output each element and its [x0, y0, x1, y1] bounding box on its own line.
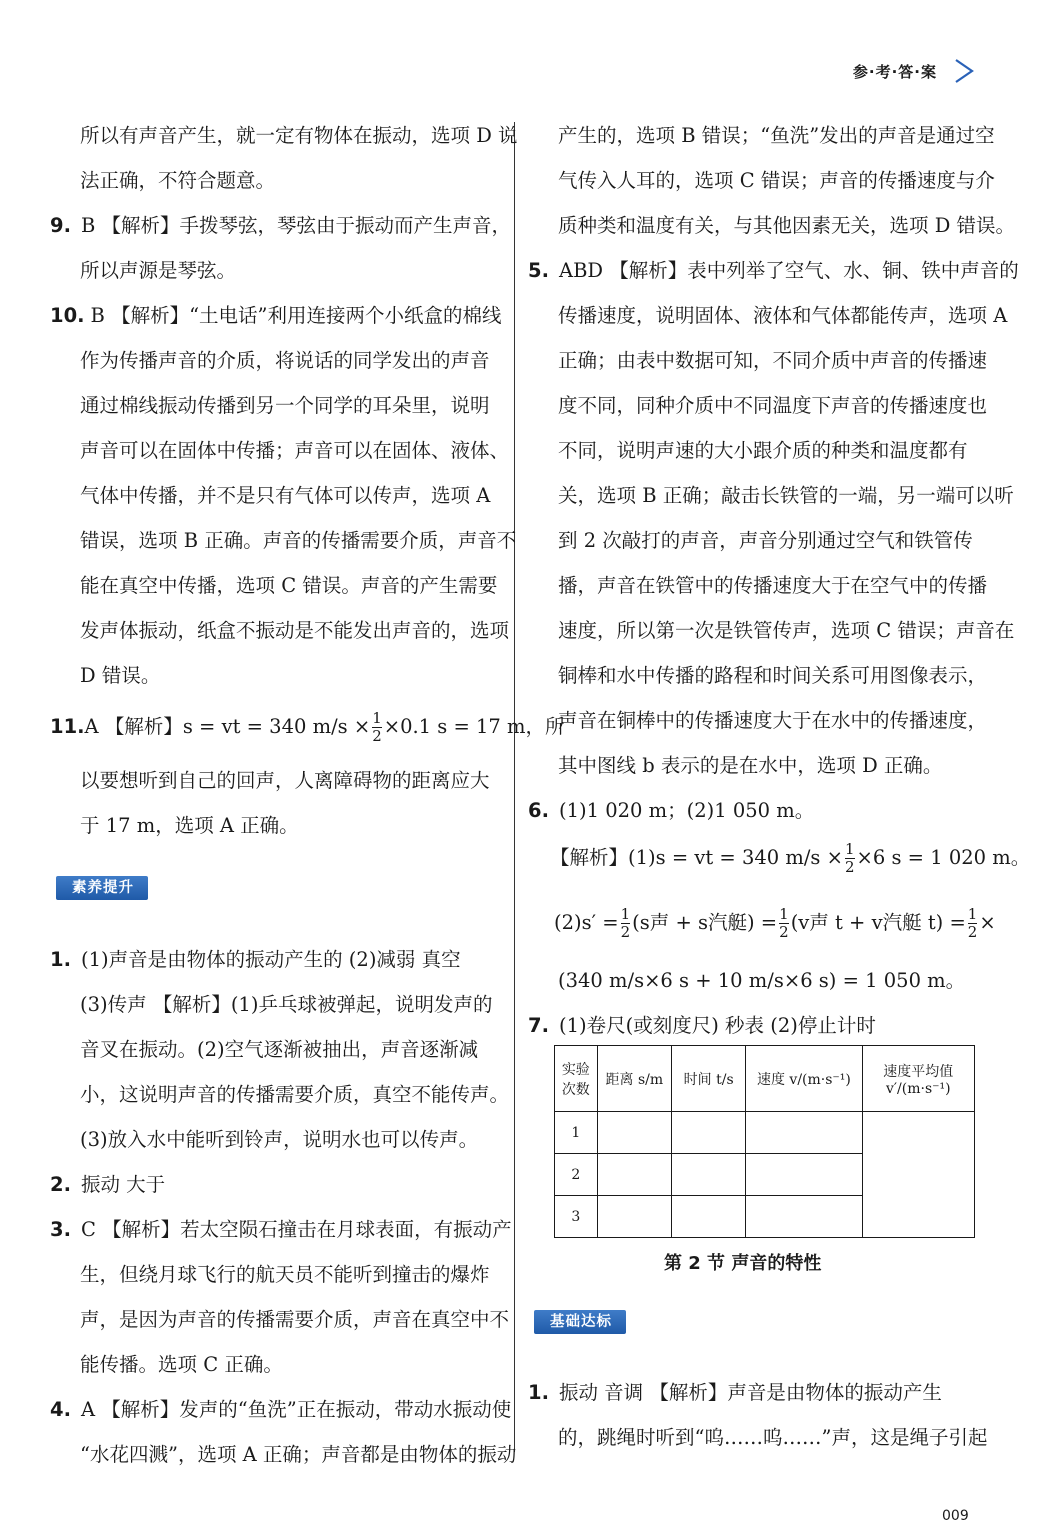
- text-line: [558, 527, 973, 555]
- line-text: 能传播。选项 C 正确。: [80, 1353, 283, 1376]
- question-number: 4.: [50, 1398, 71, 1421]
- text-line: [80, 572, 497, 600]
- line-text: 速度，所以第一次是铁管传声，选项 C 错误；声音在: [558, 619, 1015, 642]
- text-line: [80, 1351, 283, 1379]
- table-cell: [597, 1154, 671, 1196]
- text-line: [80, 1126, 478, 1154]
- line-text: 声，是因为声音的传播需要介质，声音在真空中不: [80, 1308, 510, 1331]
- question-number: 6.: [528, 799, 549, 822]
- line-text: 其中图线 b 表示的是在水中，选项 D 正确。: [558, 754, 943, 777]
- row-index: 3: [555, 1196, 598, 1238]
- line-text: 度不同，同种介质中不同温度下声音的传播速度也: [558, 394, 988, 417]
- line-text: (340 m/s×6 s + 10 m/s×6 s) = 1 050 m。: [558, 969, 966, 992]
- fraction-numerator: 1: [967, 905, 978, 923]
- table-header: 距离 s/m: [597, 1046, 671, 1112]
- line-text: 播，声音在铁管中的传播速度大于在空气中的传播: [558, 574, 988, 597]
- text-line: [50, 212, 511, 240]
- row-index: 1: [555, 1112, 598, 1154]
- line-text: 所以有声音产生，就一定有物体在振动，选项 D 说: [80, 124, 518, 147]
- question-number: 2.: [50, 1173, 71, 1196]
- text-line: [50, 1171, 165, 1199]
- fraction-numerator: 1: [844, 840, 855, 858]
- table-cell: [746, 1154, 862, 1196]
- text-line: [558, 437, 968, 465]
- text-line: [80, 167, 275, 195]
- fraction-denominator: 2: [967, 923, 978, 941]
- q6-line2-part: (2)s′ =: [554, 911, 619, 934]
- line-text: 的，跳绳时听到“呜……呜……”声，这是绳子引起: [558, 1426, 988, 1449]
- text-line: [558, 662, 987, 690]
- line-text: 传播速度，说明固体、液体和气体都能传声，选项 A: [558, 304, 1008, 327]
- table-header-row: [555, 1046, 975, 1112]
- table-cell-average: [862, 1112, 974, 1238]
- table-header: 时间 t/s: [672, 1046, 746, 1112]
- q6-line2-part: ×: [979, 911, 996, 934]
- section-title: 第 2 节 声音的特性: [664, 1253, 822, 1274]
- line-text: C 【解析】若太空陨石撞击在月球表面，有振动产: [80, 1218, 512, 1241]
- header-label: 参·考·答·案: [852, 62, 937, 81]
- text-line: [558, 752, 942, 780]
- line-text: A 【解析】发声的“鱼洗”正在振动，带动水振动使: [80, 1398, 512, 1421]
- line-text: 生，但绕月球飞行的航天员不能听到撞击的爆炸: [80, 1263, 490, 1286]
- line-text: 音叉在振动。(2)空气逐渐被抽出，声音逐渐减: [80, 1038, 479, 1061]
- fraction: [621, 906, 631, 941]
- line-text: (1)声音是由物体的振动产生的 (2)减弱 真空: [80, 948, 461, 971]
- line-text: 声音可以在固体中传播；声音可以在固体、液体、: [80, 439, 510, 462]
- table-cell: [597, 1196, 671, 1238]
- fraction: [968, 906, 978, 941]
- page-number: 009: [942, 1508, 969, 1524]
- section-tag-suyang: 素养提升: [56, 876, 148, 900]
- text-line: [80, 1441, 516, 1469]
- question-number: 10.: [50, 304, 85, 327]
- question-number: 1.: [50, 948, 71, 971]
- line-text: 气传入人耳的，选项 C 错误；声音的传播速度与介: [558, 169, 995, 192]
- line-text: 到 2 次敲打的声音，声音分别通过空气和铁管传: [558, 529, 973, 552]
- text-line: [558, 167, 995, 195]
- text-line: [80, 482, 490, 510]
- question-number: 11.: [50, 715, 85, 738]
- table-cell: [746, 1112, 862, 1154]
- line-text: B 【解析】手拨琴弦，琴弦由于振动而产生声音，: [80, 214, 512, 237]
- line-text: 正确；由表中数据可知，不同介质中声音的传播速: [558, 349, 988, 372]
- section-tag-jichu: 基础达标: [534, 1310, 626, 1334]
- line-text: ABD 【解析】表中列举了空气、水、铜、铁中声音的: [558, 259, 1019, 282]
- question-number: 9.: [50, 214, 71, 237]
- text-line: [80, 617, 509, 645]
- column-divider: [514, 122, 515, 1452]
- text-line: [558, 967, 965, 995]
- line-text: 错误，选项 B 正确。声音的传播需要介质，声音不: [80, 529, 517, 552]
- text-line: [558, 617, 1014, 645]
- table-cell: [672, 1154, 746, 1196]
- text-line: [80, 812, 299, 840]
- line-text: 发声体振动，纸盒不振动是不能发出声音的，选项: [80, 619, 510, 642]
- q6-line1-suffix: ×6 s = 1 020 m。: [856, 846, 1031, 869]
- line-text: 法正确，不符合题意。: [80, 169, 276, 192]
- text-line: [80, 347, 490, 375]
- text-line: [80, 767, 490, 795]
- q6-analysis-line-2: [554, 903, 996, 943]
- table-row: [555, 1112, 975, 1154]
- line-text: 声音在铜棒中的传播速度大于在水中的传播速度，: [558, 709, 988, 732]
- line-text: 振动 大于: [80, 1173, 166, 1196]
- q11-suffix: ×0.1 s = 17 m，所: [383, 715, 565, 738]
- table-header: 速度平均值 v′/(m·s⁻¹): [862, 1046, 974, 1112]
- table-cell: [597, 1112, 671, 1154]
- fraction-numerator: 1: [779, 905, 789, 923]
- line-text: 产生的，选项 B 错误；“鱼洗”发出的声音是通过空: [558, 124, 995, 147]
- fraction-denominator: 2: [620, 923, 631, 941]
- text-line: [80, 1081, 509, 1109]
- fraction-numerator: 1: [620, 905, 631, 923]
- text-line: [80, 437, 509, 465]
- table-header: 速度 v/(m·s⁻¹): [746, 1046, 862, 1112]
- text-line: [50, 1396, 511, 1424]
- fraction: [779, 906, 789, 941]
- question-number: 7.: [528, 1014, 549, 1037]
- line-text: 通过棉线振动传播到另一个同学的耳朵里，说明: [80, 394, 490, 417]
- answer-line-11: [50, 707, 565, 747]
- text-line: [80, 122, 518, 150]
- text-line: [80, 392, 490, 420]
- text-line: [80, 1036, 478, 1064]
- line-text: 所以声源是琴弦。: [80, 259, 237, 282]
- table-cell: [672, 1112, 746, 1154]
- text-line: [558, 302, 1007, 330]
- text-line: [558, 212, 1015, 240]
- line-text: 于 17 m，选项 A 正确。: [80, 814, 299, 837]
- text-line: [558, 392, 987, 420]
- line-text: 小，这说明声音的传播需要介质，真空不能传声。: [80, 1083, 510, 1106]
- text-line: [50, 302, 502, 330]
- text-line: [50, 1216, 512, 1244]
- text-line: [80, 1261, 490, 1289]
- fraction-denominator: 2: [372, 727, 382, 745]
- line-text: 能在真空中传播，选项 C 错误。声音的产生需要: [80, 574, 498, 597]
- line-text: B 【解析】“土电话”利用连接两个小纸盒的棉线: [90, 304, 502, 327]
- line-text: 质种类和温度有关，与其他因素无关，选项 D 错误。: [558, 214, 1016, 237]
- line-text: 振动 音调 【解析】声音是由物体的振动产生: [558, 1381, 942, 1404]
- q6-analysis-line-1: [550, 838, 1030, 878]
- line-text: 铜棒和水中传播的路程和时间关系可用图像表示，: [558, 664, 988, 687]
- q6-line2-part: (v声 t + v汽艇 t) =: [790, 911, 966, 934]
- line-text: (1)1 020 m；(2)1 050 m。: [558, 799, 815, 822]
- line-text: 关，选项 B 正确；敲击长铁管的一端，另一端可以听: [558, 484, 1014, 507]
- table-cell: [746, 1196, 862, 1238]
- table-header: 实验次数: [555, 1046, 598, 1112]
- text-line: [558, 122, 995, 150]
- text-line: [80, 527, 516, 555]
- text-line: [558, 707, 987, 735]
- question-number: 3.: [50, 1218, 71, 1241]
- line-text: (1)卷尺(或刻度尺) 秒表 (2)停止计时: [558, 1014, 876, 1037]
- line-text: 不同，说明声速的大小跟介质的种类和温度都有: [558, 439, 968, 462]
- line-text: 以要想听到自己的回声，人离障碍物的距离应大: [80, 769, 490, 792]
- text-line: [50, 946, 461, 974]
- text-line: [558, 572, 987, 600]
- text-line: [558, 347, 987, 375]
- row-index: 2: [555, 1154, 598, 1196]
- text-line: [528, 1012, 876, 1040]
- q11-prefix: A 【解析】s = vt = 340 m/s ×: [84, 715, 371, 738]
- fraction: [845, 841, 855, 876]
- text-line: [558, 1424, 987, 1452]
- q6-line1-prefix: 【解析】(1)s = vt = 340 m/s ×: [550, 846, 843, 869]
- fraction-denominator: 2: [844, 858, 855, 876]
- fraction-denominator: 2: [779, 923, 789, 941]
- question-number: 5.: [528, 259, 549, 282]
- q6-line2-part: (s声 + s汽艇) =: [632, 911, 778, 934]
- text-line: [528, 797, 814, 825]
- page-header: [853, 58, 975, 84]
- line-text: 作为传播声音的介质，将说话的同学发出的声音: [80, 349, 490, 372]
- text-line: [528, 257, 1019, 285]
- text-line: [558, 482, 1014, 510]
- text-line: [528, 1379, 942, 1407]
- question-number: 1.: [528, 1381, 549, 1404]
- line-text: D 错误。: [80, 664, 161, 687]
- line-text: “水花四溅”，选项 A 正确；声音都是由物体的振动: [80, 1443, 517, 1466]
- line-text: (3)传声 【解析】(1)乒乓球被弹起，说明发声的: [80, 993, 493, 1016]
- line-text: (3)放入水中能听到铃声，说明水也可以传声。: [80, 1128, 479, 1151]
- text-line: [80, 662, 160, 690]
- text-line: [80, 1306, 509, 1334]
- text-line: [80, 991, 492, 1019]
- table-cell: [672, 1196, 746, 1238]
- line-text: 气体中传播，并不是只有气体可以传声，选项 A: [80, 484, 491, 507]
- chevron-right-icon: [953, 58, 975, 84]
- experiment-table: [554, 1045, 975, 1238]
- fraction: [372, 710, 382, 745]
- fraction-numerator: 1: [372, 709, 382, 727]
- text-line: [80, 257, 236, 285]
